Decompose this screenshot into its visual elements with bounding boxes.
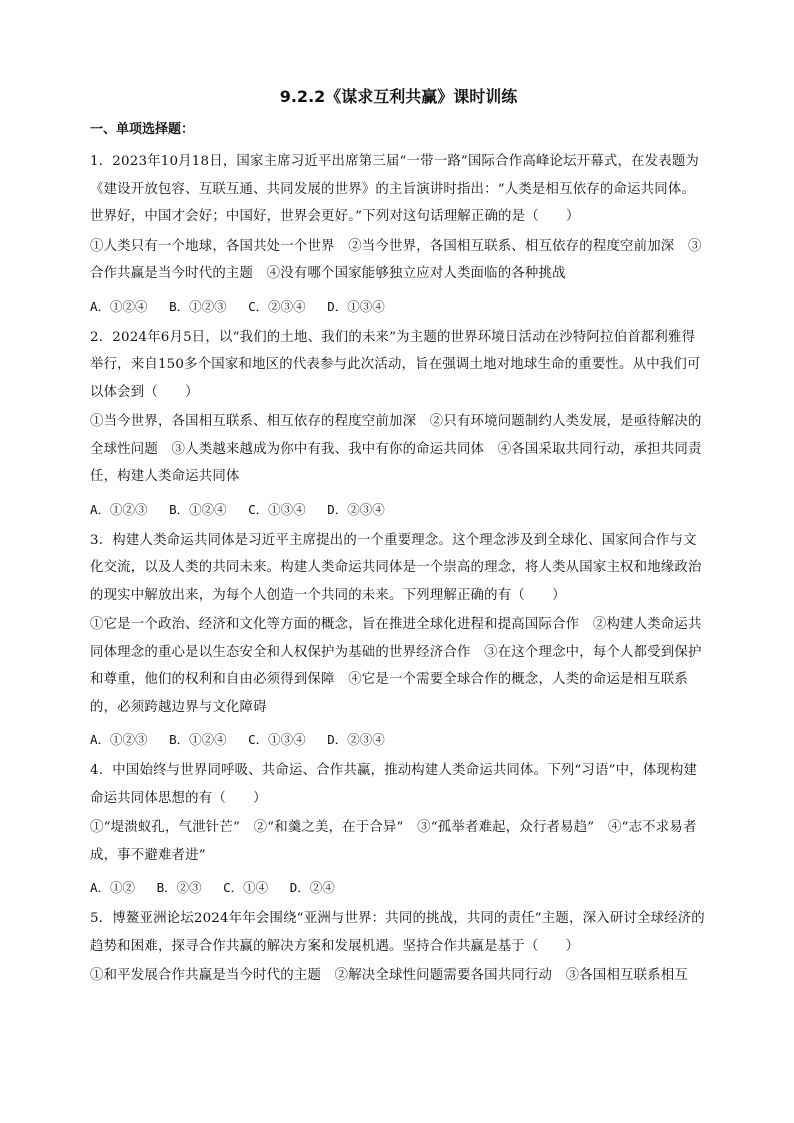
question-3 — [90, 527, 707, 752]
question-statements: ①“堤溃蚁孔，气泄针芒” ②“和羹之美，在于合异” ③“孤举者难起，众行者易趋” ④“志不求易者成，事不避难者进” — [90, 820, 697, 863]
option-d[interactable]: D．②③④ — [327, 501, 385, 517]
question-statements: ①人类只有一个地球，各国共处一个世界 ②当今世界，各国相互联系、相互依存的程度空前加深 ③合作共赢是当今时代的主题 ④没有哪个国家能够独立应对人类面临的各种挑战 — [90, 238, 702, 281]
option-d[interactable]: D．②③④ — [327, 732, 385, 747]
answer-options — [90, 877, 707, 899]
option-b[interactable]: B．②③ — [156, 880, 202, 895]
option-a[interactable]: A．①②③ — [90, 501, 148, 517]
option-a[interactable]: A．①②④ — [90, 298, 148, 314]
question-stem: 5．博鳌亚洲论坛2024年年会围绕“亚洲与世界：共同的挑战，共同的责任”主题，深入研讨全球经济的趋势和困难，探寻合作共赢的解决方案和发展机遇。坚持合作共赢是基于（ ） — [90, 911, 705, 954]
page-title: 9.2.2《谋求互利共赢》课时训练 — [279, 87, 518, 106]
question-statements: ①它是一个政治、经济和文化等方面的概念，旨在推进全球化进程和提高国际合作 ②构建人类命运共同体理念的重心是以生态安全和人权保护为基础的世界经济合作 ③在这个理念中，每个人都受到保护和尊重，他们的权利和自由必须得到保障 ④它是一个需要全球合作的概念，人类的命运是相互联系的，必须跨越边界与文化障碍 — [90, 617, 702, 715]
question-1 — [90, 148, 707, 318]
option-c[interactable]: C．①④ — [223, 880, 269, 895]
option-c[interactable]: C．①③④ — [248, 732, 306, 747]
question-stem: 3．构建人类命运共同体是习近平主席提出的一个重要理念。这个理念涉及到全球化、国家间合作与文化交流，以及人类的共同未来。构建人类命运共同体是一个崇高的理念，将人类从国家主权和地缘政治的现实中解放出来，为每个人创造一个共同的未来。下列理解正确的有（ ） — [90, 532, 702, 603]
question-stem: 1．2023年10月18日，国家主席习近平出席第三届“一带一路”国际合作高峰论坛开幕式，在发表题为《建设开放包容、互联互通、共同发展的世界》的主旨演讲时指出：“人类是相互依存的命运共同体。世界好，中国才会好；中国好，世界会更好。”下列对这句话理解正确的是（ ） — [90, 154, 700, 224]
question-statements: ①和平发展合作共赢是当今时代的主题 ②解决全球性问题需要各国共同行动 ③各国相互联系相互 — [90, 968, 688, 983]
question-stem: 4．中国始终与世界同呼吸、共命运、合作共赢，推动构建人类命运共同体。下列“习语”中，体现构建命运共同体思想的有（ ） — [90, 763, 698, 806]
option-b[interactable]: B．①②④ — [169, 501, 227, 517]
question-2 — [90, 324, 707, 521]
answer-options — [90, 296, 707, 318]
option-a[interactable]: A．①②③ — [90, 732, 148, 747]
option-a[interactable]: A．①② — [90, 880, 136, 895]
question-statements: ①当今世界，各国相互联系、相互依存的程度空前加深 ②只有环境问题制约人类发展，是亟待解决的全球性问题 ③人类越来越成为你中有我、我中有你的命运共同体 ④各国采取共同行动，承担共同责任，构建人类命运共同体 — [90, 414, 702, 484]
question-stem: 2．2024年6月5日，以“我们的土地、我们的未来”为主题的世界环境日活动在沙特阿拉伯首都利雅得举行，来自150多个国家和地区的代表参与此次活动，旨在强调土地对地球生命的重要性。从中我们可以体会到（ ） — [90, 329, 701, 400]
option-c[interactable]: C．①③④ — [248, 501, 306, 517]
option-d[interactable]: D．①③④ — [327, 298, 385, 314]
option-b[interactable]: B．①②③ — [169, 298, 227, 314]
option-b[interactable]: B．①②④ — [169, 732, 227, 747]
question-4 — [90, 757, 707, 899]
section-heading: 一、单项选择题： — [90, 122, 195, 137]
answer-options — [90, 499, 707, 521]
answer-options — [90, 729, 707, 751]
option-c[interactable]: C．②③④ — [248, 298, 306, 314]
question-5 — [90, 905, 707, 990]
option-d[interactable]: D．②④ — [289, 880, 335, 895]
